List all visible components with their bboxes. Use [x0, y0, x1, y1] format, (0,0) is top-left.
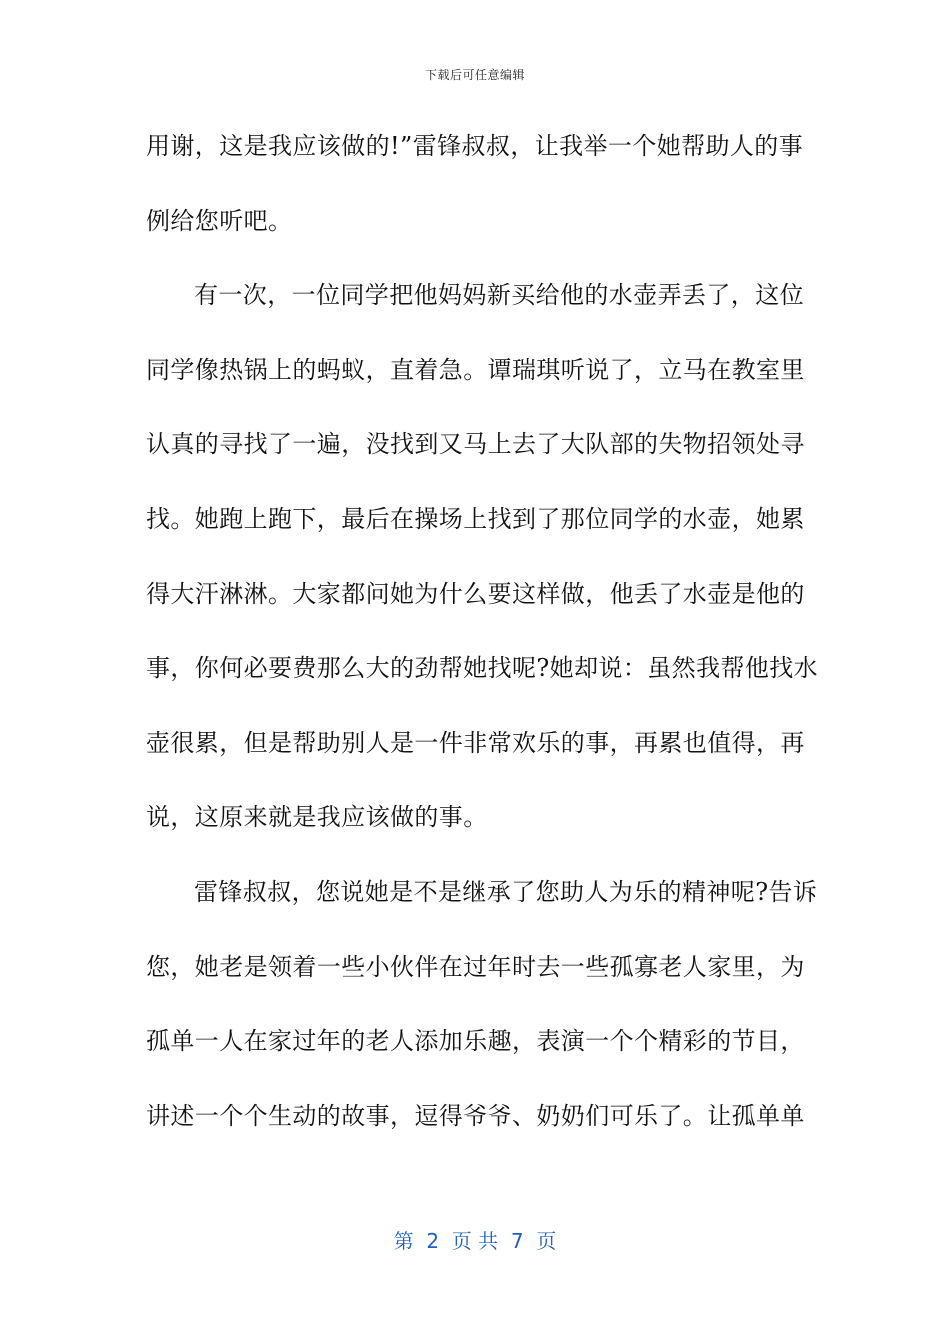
body-line: 您，她老是领着一些小伙伴在过年时去一些孤寡老人家里，为 — [146, 952, 805, 981]
body-line: 雷锋叔叔，您说她是不是继承了您助人为乐的精神呢?告诉 — [194, 877, 818, 906]
body-line: 例给您听吧。 — [146, 206, 293, 235]
body-line: 事，你何必要费那么大的劲帮她找呢?她却说：虽然我帮他找水 — [146, 654, 819, 683]
body-line: 有一次，一位同学把他妈妈新买给他的水壶弄丢了，这位 — [194, 281, 804, 310]
body-line: 讲述一个个生动的故事，逗得爷爷、奶奶们可乐了。让孤单单 — [146, 1101, 805, 1130]
page-header: 下载后可任意编辑 — [424, 68, 525, 82]
body-line: 用谢，这是我应该做的!”雷锋叔叔，让我举一个她帮助人的事 — [146, 132, 804, 160]
body-line: 找。她跑上跑下，最后在操场上找到了那位同学的水壶，她累 — [146, 504, 805, 533]
body-line: 同学像热锅上的蚂蚁，直着急。谭瑞琪听说了，立马在教室里 — [146, 355, 805, 384]
body-line: 认真的寻找了一遍，没找到又马上去了大队部的失物招领处寻 — [146, 430, 805, 459]
body-line: 孤单一人在家过年的老人添加乐趣，表演一个个精彩的节目， — [146, 1027, 805, 1056]
body-line: 说，这原来就是我应该做的事。 — [146, 803, 488, 832]
body-line: 壶很累，但是帮助别人是一件非常欢乐的事，再累也值得，再 — [146, 728, 805, 757]
body-line: 得大汗淋淋。大家都问她为什么要这样做，他丢了水壶是他的 — [146, 579, 805, 608]
page-number-footer: 第 2 页 共 7 页 — [393, 1229, 557, 1253]
document-body — [146, 124, 819, 1168]
